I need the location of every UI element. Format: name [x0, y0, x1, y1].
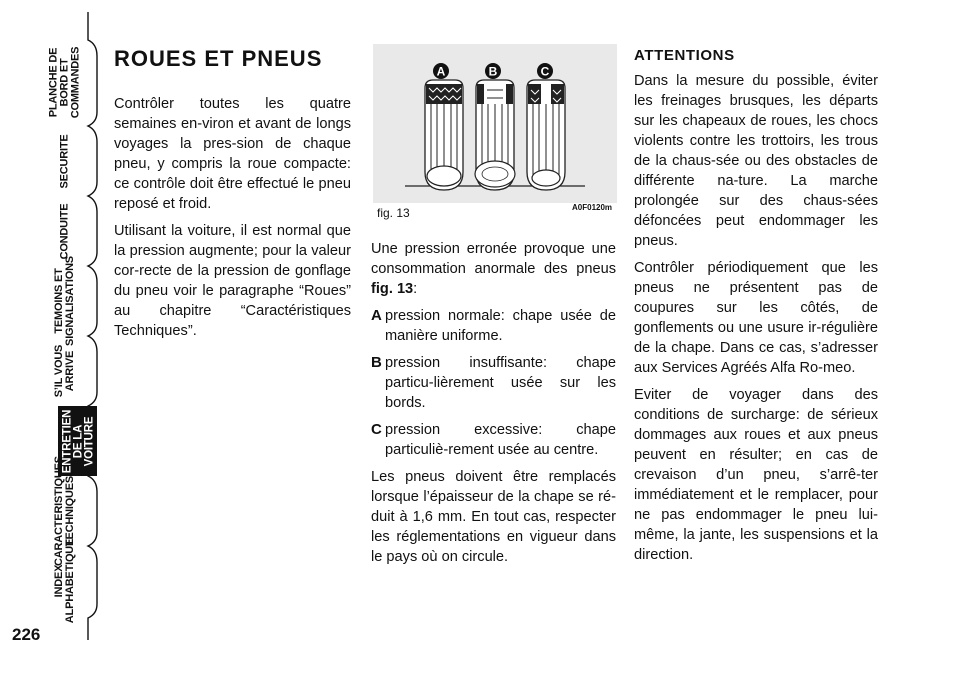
tab-securite[interactable]: SECURITE: [58, 133, 71, 189]
tire-wear-figure: [373, 44, 617, 203]
tab-entretien-active[interactable]: ENTRETIEN DE LA VOITURE: [61, 409, 96, 473]
chapter-sidebar: [0, 0, 105, 692]
figure-reference: fig. 13: [371, 281, 414, 297]
section-title: ROUES ET PNEUS: [114, 46, 323, 71]
page-number: 226: [12, 625, 41, 644]
list-item-a: A pression normale: chape usée de manière uniforme.: [371, 307, 616, 344]
tab-conduite[interactable]: CONDUITE: [58, 203, 71, 259]
column-2: [371, 239, 616, 574]
tab-sil-vous-arrive[interactable]: S’IL VOUS ARRIVE: [53, 344, 76, 398]
figure-label-b: B: [488, 64, 498, 79]
paragraph-replacement: Les pneus doivent être remplacés lorsque l’épaisseur de la chape se ré-duit à 1,6 mm. En tout cas, respecter les réglementations en vigueur dans le pays où on circule.: [371, 469, 616, 565]
tab-caracteristiques[interactable]: CARACTERISTIQUES TECHNIQUES: [53, 456, 76, 566]
tab-planche-de-bord[interactable]: PLANCHE DE BORD ET COMMANDES: [47, 46, 82, 118]
attentions-heading: ATTENTIONS: [634, 47, 735, 64]
paragraph-intro: Une pression erronée provoque une consommation anormale des pneus fig. 13:: [371, 241, 616, 297]
tire-a-illustration: [425, 80, 463, 190]
list-item-b: B pression insuffisante: chape particu-lièrement usée sur les bords.: [371, 354, 616, 411]
figure-label-a: A: [436, 64, 446, 79]
tab-index[interactable]: INDEX ALPHABETIQUE: [53, 538, 77, 624]
list-item-c: C pression excessive: chape particuliè-rement usée au centre.: [371, 421, 616, 458]
paragraph-avoid-braking: Dans la mesure du possible, éviter les freinages brusques, les départs sur les chapeaux de roues, les chocs violents contre les trottoirs, les trous de la chaus-sée ou des obstacles de différente na-ture. La marche prolongée sur des chaus-sées défoncées peut endommager les pneus.: [634, 73, 878, 249]
figure-caption: fig. 13: [377, 206, 410, 220]
figure-label-c: C: [540, 64, 550, 79]
paragraph-overload: Eviter de voyager dans des conditions de surcharge: de sérieux dommages aux roues et aux pneus peuvent en résulter; en cas de crevaison d’un pneu, s’arrê-ter immédiatement et le remplacer, pour ne pas endommager le pneu lui-même, la jante, les suspensions et la direction.: [634, 387, 878, 563]
column-1: [114, 94, 351, 348]
figure-code: A0F0120m: [572, 203, 613, 212]
column-3: [634, 46, 878, 572]
paragraph-pressure-increase: Utilisant la voiture, il est normal que la pression augmente; pour la valeur cor-recte de la pression de gonflage du pneu voir le paragraphe “Roues” au chapitre “Caractéristiques Techniques”.: [114, 223, 351, 339]
paragraph-periodic-check: Contrôler périodiquement que les pneus ne présentent pas de coupures sur les côtés, de gonflements ou une usure ir-régulière de la chape. Dans ce cas, s’adresser aux Services Agréés Alfa Ro-meo.: [634, 260, 878, 376]
tire-c-illustration: [527, 80, 565, 190]
tire-b-illustration: [475, 80, 515, 190]
tab-temoins[interactable]: TEMOINS ET SIGNALISATIONS: [53, 256, 77, 346]
paragraph-check-pressure: Contrôler toutes les quatre semaines en-viron et avant de longs voyages la pres-sion de chaque pneu, y compris la roue compacte: ce contrôle doit être effectué le pneu reposé et froid.: [114, 96, 351, 212]
